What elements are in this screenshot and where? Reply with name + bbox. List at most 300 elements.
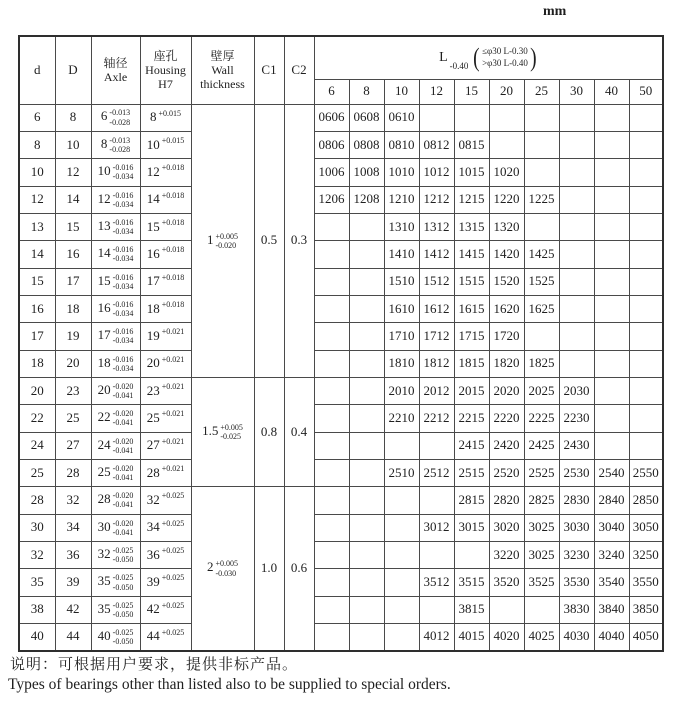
cell-length-code [454,542,489,569]
upper-tolerance: -0.020 [112,518,134,528]
table-row [19,542,663,569]
tolerance-stack [162,355,185,364]
nominal-value: 32 [146,492,160,508]
cell-length-code: 2515 [454,459,489,486]
upper-tolerance: +0.021 [161,464,185,474]
cell-length-code [384,569,419,596]
cell-length-code [559,350,594,377]
cell-length-code [559,323,594,350]
tolerance-stack [162,437,185,446]
cell-length-code: 2020 [489,377,524,404]
tolerance-stack [162,601,185,610]
cell-length-code [349,405,384,432]
cell-axle [91,487,140,514]
cell-wall-thickness [191,377,254,486]
cell-length-code [349,624,384,651]
cell-length-code [314,596,349,623]
cell-housing [140,213,191,240]
upper-tolerance: +0.025 [161,546,185,556]
cell-D: 14 [55,186,91,213]
unit-label: mm [543,4,567,19]
col-header-length-20: 20 [489,79,524,104]
lower-tolerance: -0.034 [112,227,134,237]
nominal-value: 24 [97,436,111,452]
cell-length-code [419,542,454,569]
cell-c2: 0.6 [284,487,314,651]
cell-housing [140,542,191,569]
cell-length-code [489,104,524,131]
cell-length-code: 2825 [524,487,559,514]
cell-housing [140,487,191,514]
upper-tolerance: +0.005 [220,422,243,432]
cell-length-code [629,159,663,186]
table-row [19,323,663,350]
tolerance-stack [215,232,238,250]
cell-axle [91,323,140,350]
upper-tolerance: +0.015 [158,108,181,118]
upper-tolerance: -0.016 [112,272,134,282]
cell-d: 14 [19,241,55,268]
cell-housing [140,459,191,486]
cell-axle [91,405,140,432]
col-header-length-30: 30 [559,79,594,104]
cell-length-code: 2415 [454,432,489,459]
upper-tolerance: -0.025 [112,545,134,555]
cell-length-code [524,596,559,623]
cell-length-code [384,542,419,569]
cell-length-code [594,432,629,459]
cell-length-code [524,213,559,240]
nominal-value: 8 [149,109,157,125]
lower-tolerance: -0.041 [112,391,134,401]
cell-length-code [419,596,454,623]
cell-D: 23 [55,377,91,404]
col-header-length-12: 12 [419,79,454,104]
table-row [19,131,663,158]
upper-tolerance: -0.016 [112,354,134,364]
tolerance-stack [162,491,185,500]
cell-length-code: 2230 [559,405,594,432]
nominal-value: 35 [97,573,111,589]
cell-length-code: 3025 [524,514,559,541]
tolerance-stack [113,464,134,482]
lower-tolerance: -0.050 [112,636,134,646]
cell-length-code [384,624,419,651]
cell-length-code [314,542,349,569]
table-row [19,295,663,322]
cell-length-code: 2210 [384,405,419,432]
cell-length-code [524,159,559,186]
cell-length-code [594,268,629,295]
cell-d: 25 [19,459,55,486]
cell-length-code [349,542,384,569]
cell-length-code [594,186,629,213]
tolerance-stack [215,559,238,577]
upper-tolerance: +0.025 [161,518,185,528]
cell-length-code: 1615 [454,295,489,322]
lower-tolerance: -0.034 [112,281,134,291]
cell-housing [140,596,191,623]
cell-length-code [349,323,384,350]
lower-tolerance: -0.050 [112,609,134,619]
upper-tolerance: +0.018 [161,218,185,227]
wall-label-en-2: thickness [200,77,245,92]
cell-length-code: 2830 [559,487,594,514]
nominal-value: 18 [97,354,111,370]
cell-length-code: 1520 [489,268,524,295]
cell-length-code [524,104,559,131]
tolerance-stack [113,245,134,263]
tolerance-stack [113,327,134,345]
cell-length-code [349,596,384,623]
cell-axle [91,131,140,158]
nominal-value: 44 [146,628,160,644]
cell-length-code [559,131,594,158]
nominal-value: 19 [146,327,160,343]
cell-length-code: 1525 [524,268,559,295]
cell-length-code: 1512 [419,268,454,295]
cell-length-code [314,514,349,541]
nominal-value: 6 [100,108,108,124]
cell-length-code: 1220 [489,186,524,213]
cell-length-code [314,459,349,486]
cell-length-code: 2215 [454,405,489,432]
nominal-value: 8 [100,136,108,151]
cell-length-code [629,295,663,322]
cell-length-code: 1810 [384,350,419,377]
col-header-c1: C1 [254,36,284,104]
upper-tolerance: +0.021 [161,409,185,419]
nominal-value: 15 [97,272,111,288]
cell-length-code: 1010 [384,159,419,186]
bearing-dimensions-table [18,35,664,652]
table-row [19,569,663,596]
cell-length-code: 1515 [454,268,489,295]
cell-length-code: 3515 [454,569,489,596]
cell-length-code [629,131,663,158]
cell-length-code: 1710 [384,323,419,350]
lower-tolerance: -0.041 [112,445,134,455]
close-paren: ) [529,43,537,73]
cell-length-code: 1820 [489,350,524,377]
cell-length-code [559,241,594,268]
cell-length-code [384,487,419,514]
upper-tolerance: -0.025 [112,600,134,610]
cell-d: 30 [19,514,55,541]
upper-tolerance: +0.021 [161,382,185,392]
upper-tolerance: +0.018 [161,245,185,255]
tolerance-stack [162,327,185,336]
cell-housing [140,268,191,295]
nominal-value: 30 [97,518,111,534]
cell-housing [140,569,191,596]
cell-length-code [384,596,419,623]
cell-housing [140,241,191,268]
nominal-value: 13 [97,218,111,234]
cell-length-code [314,268,349,295]
col-header-length-50: 50 [629,79,663,104]
tolerance-stack [113,218,134,236]
cell-axle [91,295,140,322]
cell-housing [140,377,191,404]
cell-length-code [314,432,349,459]
cell-length-code: 2010 [384,377,419,404]
cell-length-code [489,131,524,158]
cell-D: 19 [55,323,91,350]
upper-tolerance: +0.018 [161,190,185,200]
cell-length-code [594,377,629,404]
table-row [19,432,663,459]
cell-d: 20 [19,377,55,404]
cell-length-code [559,295,594,322]
cell-housing [140,350,191,377]
upper-tolerance: -0.013 [109,108,131,118]
tolerance-stack [162,464,185,473]
table-row [19,624,663,651]
cell-length-code: 1815 [454,350,489,377]
tolerance-stack [113,191,134,209]
note-english: Types of bearings other than listed also to be supplied to special orders. [8,676,451,693]
cell-length-code [384,432,419,459]
upper-tolerance: -0.020 [112,463,134,473]
cell-housing [140,514,191,541]
tolerance-stack [162,300,185,309]
cell-length-code [314,213,349,240]
cell-length-code [629,323,663,350]
cell-length-code [419,104,454,131]
cell-length-code: 2510 [384,459,419,486]
cell-length-code: 1012 [419,159,454,186]
lower-tolerance: -0.034 [112,309,134,319]
cell-length-code [349,241,384,268]
cell-length-code: 0610 [384,104,419,131]
nominal-value: 12 [146,163,160,179]
upper-tolerance: +0.025 [161,600,185,610]
cell-length-code [349,487,384,514]
upper-tolerance: +0.021 [161,327,185,337]
cell-length-code: 1020 [489,159,524,186]
upper-tolerance: +0.025 [161,491,185,501]
nominal-value: 10 [146,136,160,152]
cell-length-code: 3020 [489,514,524,541]
cell-length-code: 1720 [489,323,524,350]
cell-length-code [594,295,629,322]
cell-c1: 0.8 [254,377,284,486]
lower-tolerance: -0.050 [112,555,134,565]
cell-length-code [559,268,594,295]
cell-length-code: 2550 [629,459,663,486]
cell-length-code [594,405,629,432]
lower-tolerance: -0.028 [109,145,131,155]
cell-axle [91,569,140,596]
nominal-value: 20 [97,382,111,398]
table-header [19,36,663,104]
housing-grade-label: H7 [158,77,173,92]
header-row-main [19,36,663,79]
cell-length-code: 2520 [489,459,524,486]
cell-D: 10 [55,131,91,158]
lower-tolerance: -0.028 [109,117,131,127]
cell-length-code [629,213,663,240]
cell-length-code [349,350,384,377]
tolerance-stack [162,628,185,637]
nominal-value: 16 [97,300,111,316]
cell-length-code [629,186,663,213]
cell-length-code: 3850 [629,596,663,623]
cell-D: 12 [55,159,91,186]
lower-tolerance: -0.020 [215,240,237,250]
nominal-value: 14 [97,245,111,261]
cell-length-code: 4025 [524,624,559,651]
cell-length-code: 1812 [419,350,454,377]
cell-axle [91,514,140,541]
cell-length-code: 3815 [454,596,489,623]
tolerance-stack [109,108,130,126]
cell-length-code: 1210 [384,186,419,213]
L-symbol: L [439,49,448,65]
cell-length-code [314,241,349,268]
cell-length-code: 3540 [594,569,629,596]
cell-length-code: 4040 [594,624,629,651]
cell-length-code: 2820 [489,487,524,514]
tolerance-stack [113,300,134,318]
cell-length-code [594,241,629,268]
cell-length-code [314,323,349,350]
nominal-value: 36 [146,546,160,562]
cell-length-code [349,295,384,322]
cell-length-code: 3512 [419,569,454,596]
tolerance-stack [162,546,185,555]
table-row [19,104,663,131]
tolerance-stack [113,601,134,619]
tolerance-stack [113,163,134,181]
cell-length-code [594,213,629,240]
cell-length-code: 3012 [419,514,454,541]
cell-length-code: 1510 [384,268,419,295]
nominal-value: 40 [97,627,111,643]
upper-tolerance: -0.020 [112,436,134,446]
cell-length-code [489,596,524,623]
cell-d: 13 [19,213,55,240]
tolerance-stack [162,245,185,254]
cell-length-code: 1206 [314,186,349,213]
cell-axle [91,186,140,213]
cell-length-code [349,377,384,404]
cell-length-code: 1315 [454,213,489,240]
cell-length-code [559,159,594,186]
cell-length-code: 1425 [524,241,559,268]
cell-axle [91,459,140,486]
col-header-length [314,36,663,79]
cell-length-code: 1312 [419,213,454,240]
cell-length-code [594,131,629,158]
nominal-value: 28 [97,491,111,507]
cell-axle [91,213,140,240]
cell-length-code: 2012 [419,377,454,404]
cell-length-code [454,104,489,131]
cell-c2: 0.4 [284,377,314,486]
upper-tolerance: +0.005 [215,559,238,569]
upper-tolerance: +0.021 [161,354,185,364]
cell-D: 16 [55,241,91,268]
cell-d: 12 [19,186,55,213]
cell-length-code: 3030 [559,514,594,541]
cell-d: 10 [19,159,55,186]
cell-length-code [349,569,384,596]
cell-length-code [629,241,663,268]
cell-length-code: 2425 [524,432,559,459]
nominal-value: 1.5 [202,423,219,439]
nominal-value: 35 [97,600,111,616]
cell-length-code [314,350,349,377]
lower-tolerance: -0.041 [112,418,134,428]
cell-length-code: 1620 [489,295,524,322]
cell-length-code: 0606 [314,104,349,131]
tolerance-stack [113,355,134,373]
cell-length-code: 0808 [349,131,384,158]
cell-length-code: 2430 [559,432,594,459]
cell-d: 15 [19,268,55,295]
cell-length-code [524,131,559,158]
cell-d: 38 [19,596,55,623]
cell-length-code: 1410 [384,241,419,268]
cell-length-code: 1612 [419,295,454,322]
cell-length-code: 1415 [454,241,489,268]
table-row [19,487,663,514]
col-header-length-40: 40 [594,79,629,104]
table-row [19,405,663,432]
nominal-value: 12 [97,190,111,206]
upper-tolerance: -0.016 [112,245,134,255]
upper-tolerance: +0.021 [161,436,185,446]
upper-tolerance: -0.013 [109,135,131,145]
cell-length-code [559,213,594,240]
cell-housing [140,405,191,432]
cell-length-code [594,350,629,377]
cell-length-code: 0806 [314,131,349,158]
tolerance-stack [162,273,185,282]
cell-length-code: 3230 [559,542,594,569]
nominal-value: 32 [97,546,111,562]
axle-label-zh: 轴径 [103,55,128,70]
L-tolerance-formula [439,43,537,73]
cell-length-code: 3220 [489,542,524,569]
cell-housing [140,131,191,158]
cell-length-code: 3250 [629,542,663,569]
table-row [19,241,663,268]
tolerance-stack [113,491,134,509]
L-conditions [482,46,528,69]
L-condition-under-30: ≤φ30 L-0.30 [482,46,528,57]
upper-tolerance: +0.025 [161,573,185,583]
lower-tolerance: -0.034 [112,254,134,264]
cell-d: 28 [19,487,55,514]
lower-tolerance: -0.041 [112,527,134,537]
col-header-length-10: 10 [384,79,419,104]
cell-length-code: 2420 [489,432,524,459]
nominal-value: 25 [146,409,160,425]
col-header-length-6: 6 [314,79,349,104]
L-subscript-tolerance: -0.40 [449,61,469,72]
cell-D: 32 [55,487,91,514]
cell-d: 35 [19,569,55,596]
upper-tolerance: -0.020 [112,409,134,419]
cell-length-code [314,487,349,514]
cell-length-code: 0810 [384,131,419,158]
wall-label-en-1: Wall [211,63,234,78]
cell-length-code: 4050 [629,624,663,651]
cell-D: 8 [55,104,91,131]
